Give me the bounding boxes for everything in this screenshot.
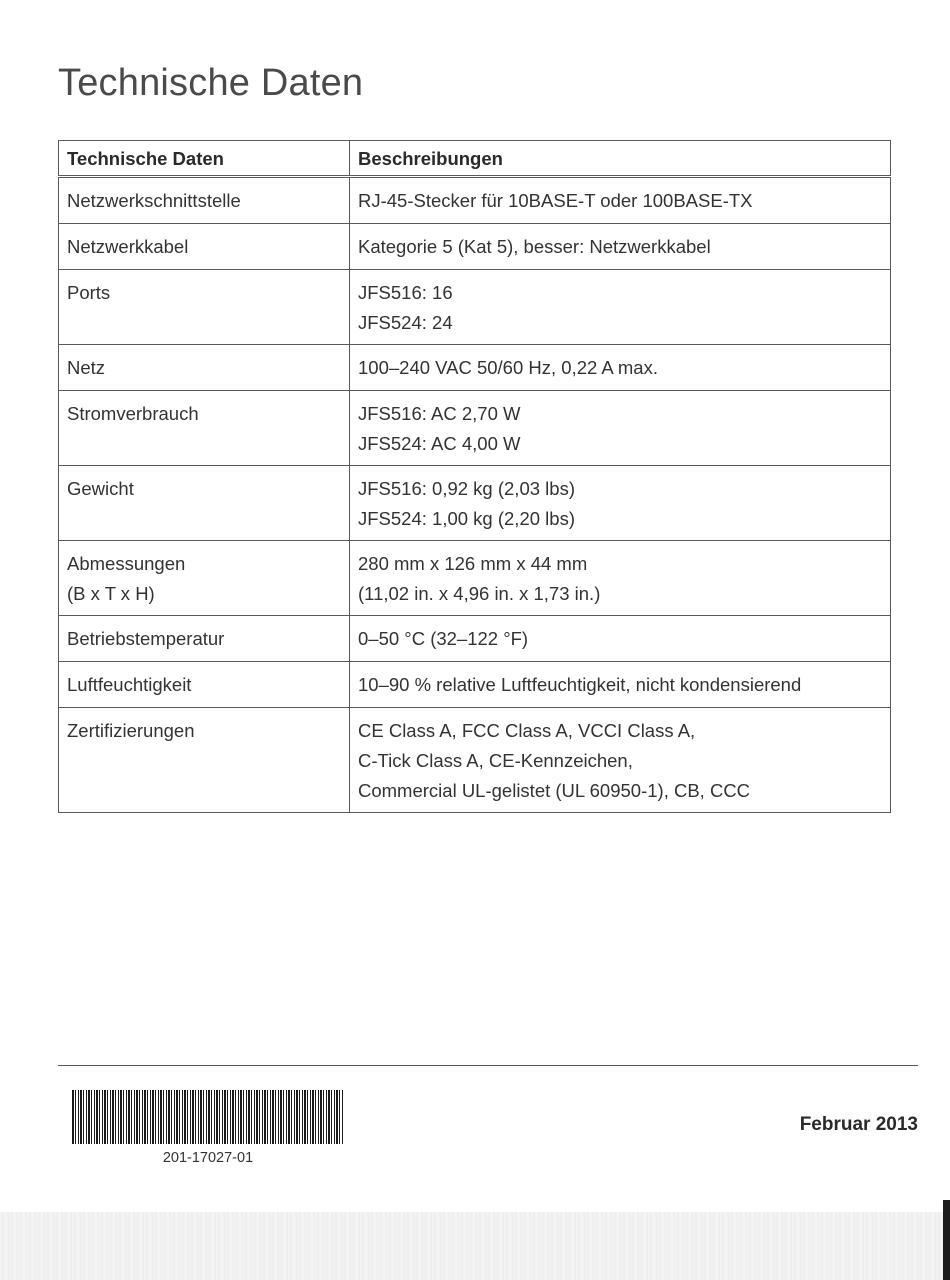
row-value-humidity: [350, 662, 891, 708]
header-description: Beschreibungen: [350, 141, 891, 177]
table-row: [59, 541, 891, 616]
row-label-weight: [59, 466, 350, 541]
barcode-image: [72, 1090, 344, 1144]
cell-text: Zertifizierungen: [67, 720, 195, 741]
cell-text: Stromverbrauch: [67, 403, 199, 424]
row-label-power: [59, 345, 350, 391]
row-label-network-cable: [59, 224, 350, 270]
cell-text: Gewicht: [67, 478, 134, 499]
row-value-network-interface: [350, 177, 891, 224]
cell-text: JFS524: 1,00 kg (2,20 lbs): [358, 508, 575, 529]
cell-text: 10–90 % relative Luftfeuchtigkeit, nicht kondensierend: [358, 674, 802, 695]
row-label-operating-temperature: [59, 616, 350, 662]
row-label-ports: [59, 270, 350, 345]
cell-text: JFS516: 16: [358, 282, 453, 303]
table-row: [59, 708, 891, 813]
table-row: [59, 345, 891, 391]
cell-text: Luftfeuchtigkeit: [67, 674, 192, 695]
cell-text: Netz: [67, 357, 106, 378]
page-title: Technische Daten: [58, 62, 364, 104]
row-value-certifications: [350, 708, 891, 813]
cell-text: Ports: [67, 282, 111, 303]
table-row: [59, 662, 891, 708]
cell-text: 280 mm x 126 mm x 44 mm: [358, 553, 588, 574]
cell-text: Netzwerkschnittstelle: [67, 190, 241, 211]
row-label-certifications: [59, 708, 350, 813]
scan-artifact-edge: [943, 1200, 950, 1280]
row-value-network-cable: [350, 224, 891, 270]
cell-text: CE Class A, FCC Class A, VCCI Class A,: [358, 720, 696, 741]
table-row: [59, 391, 891, 466]
cell-text: JFS516: AC 2,70 W: [358, 403, 521, 424]
row-label-dimensions: [59, 541, 350, 616]
row-label-network-interface: [59, 177, 350, 224]
cell-text: (11,02 in. x 4,96 in. x 1,73 in.): [358, 583, 601, 604]
row-value-dimensions: [350, 541, 891, 616]
cell-text: Netzwerkkabel: [67, 236, 189, 257]
cell-text: Abmessungen: [67, 553, 186, 574]
table-row: [59, 616, 891, 662]
scan-artifact-band: [0, 1212, 950, 1280]
cell-text: Kategorie 5 (Kat 5), besser: Netzwerkkabel: [358, 236, 711, 257]
table-header-row: [59, 141, 891, 177]
row-value-power-consumption: [350, 391, 891, 466]
header-spec: Technische Daten: [59, 141, 350, 177]
cell-text: (B x T x H): [67, 583, 155, 604]
publication-date: Februar 2013: [799, 1114, 918, 1135]
footer-divider: [58, 1065, 918, 1066]
cell-text: 100–240 VAC 50/60 Hz, 0,22 A max.: [358, 357, 658, 378]
cell-text: Commercial UL-gelistet (UL 60950-1), CB, CCC: [358, 780, 751, 801]
table-row: [59, 270, 891, 345]
row-label-humidity: [59, 662, 350, 708]
row-label-power-consumption: [59, 391, 350, 466]
row-value-operating-temperature: [350, 616, 891, 662]
row-value-ports: [350, 270, 891, 345]
spec-table: [58, 140, 891, 813]
cell-text: C-Tick Class A, CE-Kennzeichen,: [358, 750, 633, 771]
table-row: [59, 466, 891, 541]
barcode-number: 201-17027-01: [162, 1150, 254, 1166]
table-row: [59, 224, 891, 270]
cell-text: Betriebstemperatur: [67, 628, 225, 649]
cell-text: RJ-45-Stecker für 10BASE-T oder 100BASE-TX: [358, 190, 753, 211]
table-row: [59, 177, 891, 224]
row-value-weight: [350, 466, 891, 541]
cell-text: JFS516: 0,92 kg (2,03 lbs): [358, 478, 575, 499]
row-value-power: [350, 345, 891, 391]
cell-text: JFS524: AC 4,00 W: [358, 433, 521, 454]
cell-text: JFS524: 24: [358, 312, 453, 333]
cell-text: 0–50 °C (32–122 °F): [358, 628, 529, 649]
